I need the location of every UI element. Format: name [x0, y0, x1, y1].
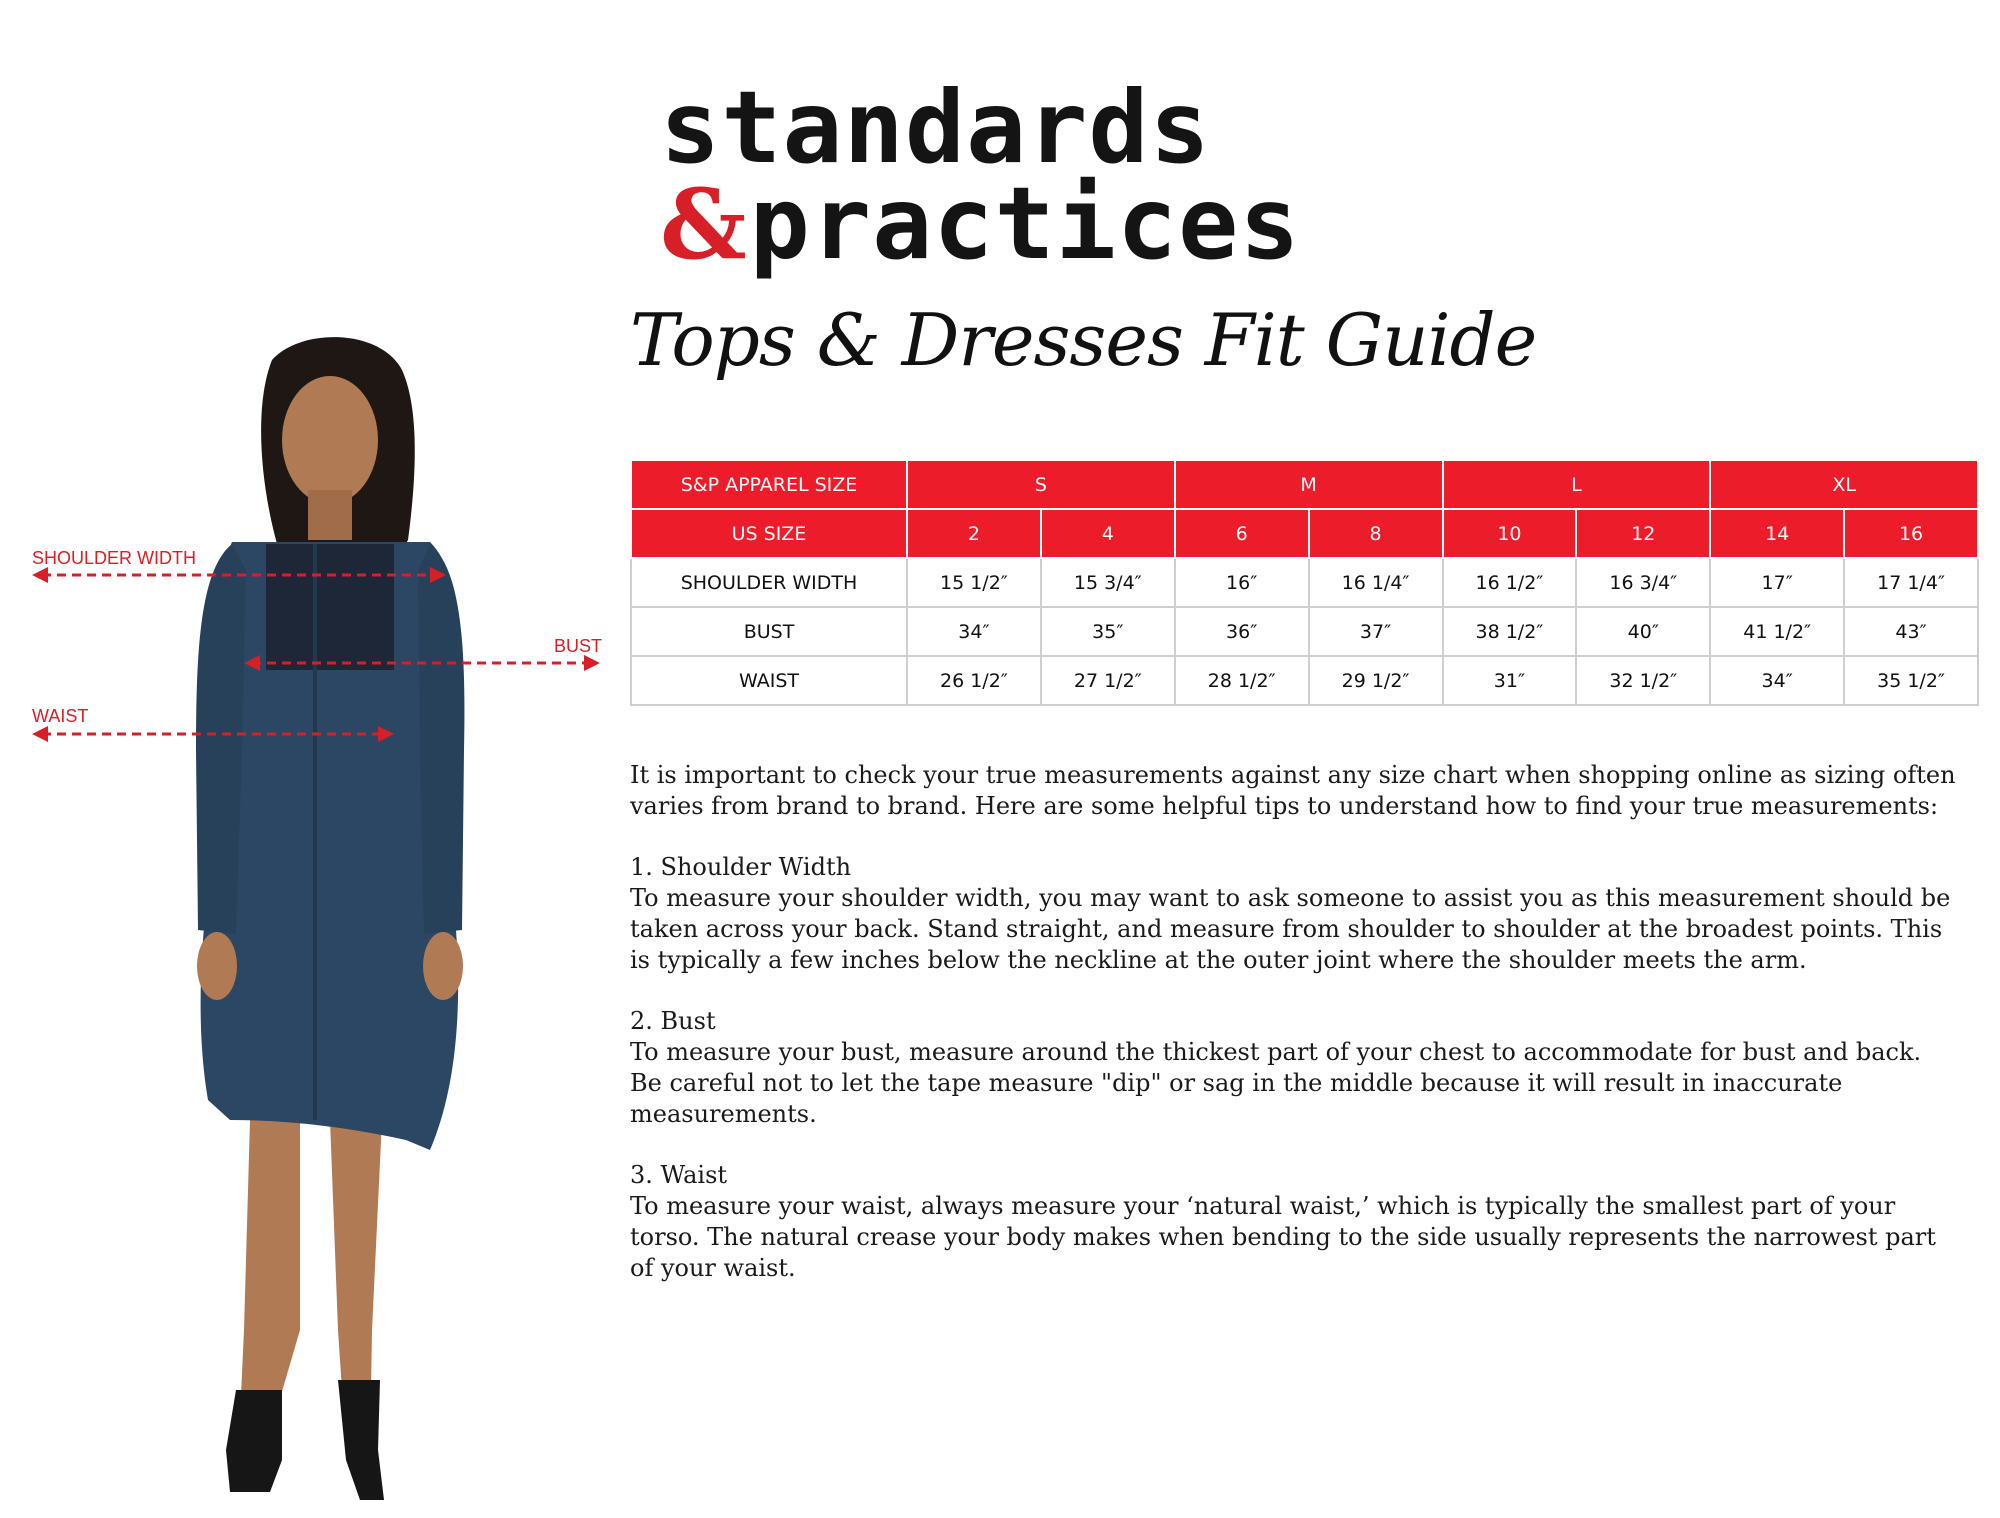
model-hand-right [423, 932, 463, 1000]
measurement-cell: 41 1/2″ [1710, 607, 1844, 656]
model-face [282, 376, 378, 504]
size-chart-table [630, 459, 1979, 706]
table-row-shoulder-width [631, 558, 1978, 607]
row-label: WAIST [631, 656, 907, 705]
shoulder-arrow-head-left [32, 567, 48, 583]
measurement-cell: 17″ [1710, 558, 1844, 607]
brand-logo [660, 69, 1301, 282]
measurement-cell: 16 3/4″ [1576, 558, 1710, 607]
model-lace-bib [266, 544, 394, 670]
waist-label: WAIST [32, 706, 89, 726]
measurement-cell: 32 1/2″ [1576, 656, 1710, 705]
us-size-header: US SIZE [631, 509, 907, 558]
us-size-cell: 2 [907, 509, 1041, 558]
measurement-cell: 37″ [1309, 607, 1443, 656]
apparel-size-cell: L [1443, 460, 1711, 509]
measurement-cell: 38 1/2″ [1443, 607, 1577, 656]
row-label: BUST [631, 607, 907, 656]
measurement-cell: 35 1/2″ [1844, 656, 1978, 705]
guide-intro: It is important to check your true measurements against any size chart when shopping online as sizing often varies from brand to brand. Here are some helpful tips to understand how to find your true measurements: [630, 761, 1956, 820]
us-size-cell: 6 [1175, 509, 1309, 558]
measurement-cell: 40″ [1576, 607, 1710, 656]
model-boot-right [338, 1380, 384, 1500]
us-size-cell: 10 [1443, 509, 1577, 558]
logo-ampersand: & [660, 168, 748, 281]
measurement-cell: 26 1/2″ [907, 656, 1041, 705]
apparel-size-header: S&P APPAREL SIZE [631, 460, 907, 509]
measurement-cell: 27 1/2″ [1041, 656, 1175, 705]
measurement-cell: 36″ [1175, 607, 1309, 656]
measurement-cell: 31″ [1443, 656, 1577, 705]
apparel-size-cell: S [907, 460, 1175, 509]
guide-section-shoulder [630, 852, 1960, 976]
model-neck [308, 490, 352, 540]
model-sleeve-right [418, 544, 464, 934]
table-row-waist [631, 656, 1978, 705]
logo-word-practices: practices [749, 165, 1301, 282]
guide-section-waist [630, 1160, 1960, 1284]
measurement-cell: 16″ [1175, 558, 1309, 607]
measurement-cell: 16 1/4″ [1309, 558, 1443, 607]
model-hand-left [197, 932, 237, 1000]
row-label: SHOULDER WIDTH [631, 558, 907, 607]
measurement-cell: 15 1/2″ [907, 558, 1041, 607]
us-size-row [631, 509, 1978, 558]
measurement-cell: 17 1/4″ [1844, 558, 1978, 607]
bust-arrow-head-right [584, 655, 600, 671]
section-text: To measure your bust, measure around the thickest part of your chest to accommodate for bust and back. Be careful not to let the tape measure "dip" or sag in the middle because it will result in inaccurate measurements. [630, 1038, 1922, 1128]
bust-label: BUST [554, 636, 603, 656]
page-title: Tops & Dresses Fit Guide [630, 298, 1537, 382]
apparel-size-cell: M [1175, 460, 1443, 509]
model-boot-left [226, 1390, 282, 1492]
section-title: 2. Bust [630, 1007, 716, 1035]
model-illustration [0, 330, 620, 1514]
us-size-cell: 8 [1309, 509, 1443, 558]
apparel-size-row [631, 460, 1978, 509]
measurement-cell: 29 1/2″ [1309, 656, 1443, 705]
logo-word-standards: standards [660, 69, 1211, 186]
us-size-cell: 16 [1844, 509, 1978, 558]
logo-line-practices [660, 165, 1301, 282]
measurement-cell: 43″ [1844, 607, 1978, 656]
measurement-cell: 15 3/4″ [1041, 558, 1175, 607]
section-title: 1. Shoulder Width [630, 853, 852, 881]
guide-section-bust [630, 1006, 1960, 1130]
shoulder-width-label: SHOULDER WIDTH [32, 548, 197, 568]
section-title: 3. Waist [630, 1161, 728, 1189]
us-size-cell: 14 [1710, 509, 1844, 558]
waist-arrow-head-left [32, 726, 48, 742]
measurement-cell: 16 1/2″ [1443, 558, 1577, 607]
measurement-cell: 35″ [1041, 607, 1175, 656]
table-row-bust [631, 607, 1978, 656]
apparel-size-cell: XL [1710, 460, 1978, 509]
measurement-guide [630, 760, 1960, 1314]
us-size-cell: 4 [1041, 509, 1175, 558]
section-text: To measure your shoulder width, you may want to ask someone to assist you as this measurement should be taken across your back. Stand straight, and measure from shoulder to shoulder at the broadest points. This is typically a few inches below the neckline at the outer joint where the shoulder meets the arm. [630, 884, 1951, 974]
us-size-cell: 12 [1576, 509, 1710, 558]
section-text: To measure your waist, always measure your ‘natural waist,’ which is typically the smallest part of your torso. The natural crease your body makes when bending to the side usually represents the narrowest part of your waist. [630, 1192, 1936, 1282]
measurement-cell: 34″ [907, 607, 1041, 656]
measurement-cell: 28 1/2″ [1175, 656, 1309, 705]
model-figure [0, 330, 620, 1514]
measurement-cell: 34″ [1710, 656, 1844, 705]
